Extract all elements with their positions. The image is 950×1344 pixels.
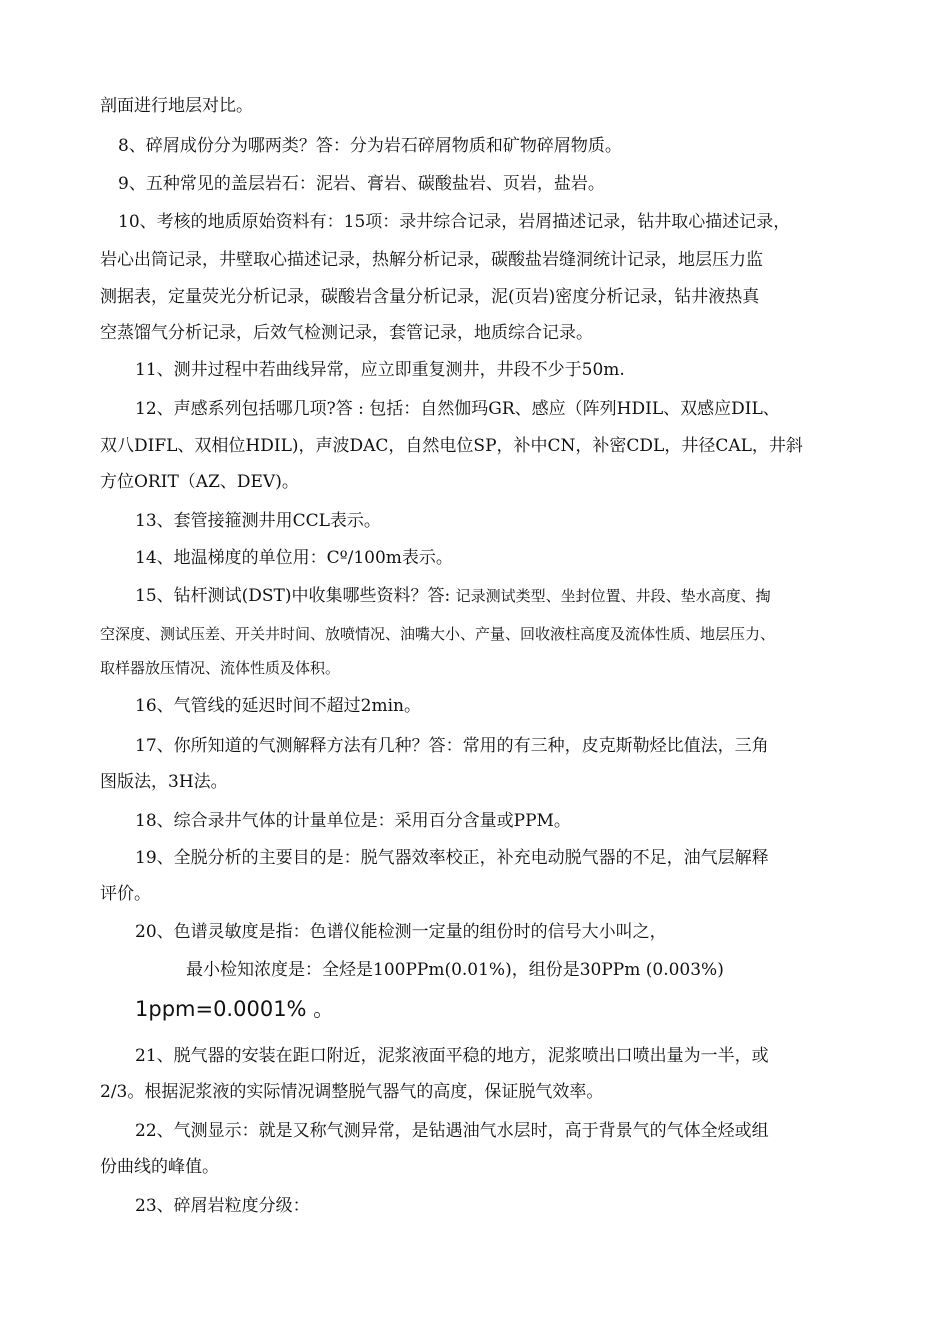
text-line: 22、气测显示：就是又称气测异常，是钻遇油气水层时，高于背景气的气体全烃或组	[135, 1121, 769, 1141]
text-line: 评价。	[100, 884, 151, 904]
text-line: 测据表，定量荧光分析记录，碳酸岩含量分析记录，泥(页岩)密度分析记录，钻井液热真	[100, 287, 760, 307]
text-line: 取样器放压情况、流体性质及体积。	[100, 659, 341, 677]
text-line: 最小检知浓度是：全烃是100PPm(0.01%)，组份是30PPm (0.003%)	[186, 960, 724, 980]
text-line: 11、测井过程中若曲线异常，应立即重复测井，井段不少于50m.	[135, 360, 625, 380]
text-line: 8、碎屑成份分为哪两类？答：分为岩石碎屑物质和矿物碎屑物质。	[118, 136, 622, 156]
text-line: 14、地温梯度的单位用：Cº/100m表示。	[135, 548, 453, 568]
text-line: 2/3。根据泥浆液的实际情况调整脱气器气的高度，保证脱气效率。	[100, 1082, 604, 1102]
text-line: 岩心出筒记录，井壁取心描述记录，热解分析记录，碳酸盐岩缝洞统计记录，地层压力监	[100, 250, 763, 270]
answer-text: 记录测试类型、坐封位置、井段、垫水高度、掏	[455, 587, 771, 605]
text-line: 空深度、测试压差、开关井时间、放喷情况、油嘴大小、产量、回收液柱高度及流体性质、地层压力、	[100, 625, 776, 643]
text-line: 图版法，3H法。	[100, 772, 228, 792]
text-line: 12、声感系列包括哪几项?答 : 包括：自然伽玛GR、感应（阵列HDIL、双感应DIL、	[135, 399, 780, 419]
formula-line: 1ppm=0.0001% 。	[135, 997, 335, 1021]
text-line	[135, 584, 887, 608]
text-line: 17、你所知道的气测解释方法有几种？答：常用的有三种，皮克斯勒烃比值法，三角	[135, 736, 769, 756]
text-line: 剖面进行地层对比。	[100, 96, 253, 116]
question-text: 15、钻杆测试(DST)中收集哪些资料？答:	[135, 586, 456, 606]
text-line: 空蒸馏气分析记录，后效气检测记录，套管记录，地质综合记录。	[100, 323, 593, 343]
text-line: 16、气管线的延迟时间不超过2min。	[135, 696, 421, 716]
text-line: 23、碎屑岩粒度分级：	[135, 1196, 310, 1216]
text-line: 19、全脱分析的主要目的是：脱气器效率校正，补充电动脱气器的不足，油气层解释	[135, 848, 769, 868]
text-line: 13、套管接箍测井用CCL表示。	[135, 511, 381, 531]
text-line: 18、综合录井气体的计量单位是：采用百分含量或PPM。	[135, 811, 571, 831]
text-line: 份曲线的峰值。	[100, 1157, 219, 1177]
text-line: 10、考核的地质原始资料有：15项：录井综合记录，岩屑描述记录，钻井取心描述记录，	[118, 212, 791, 232]
text-line: 21、脱气器的安装在距口附近，泥浆液面平稳的地方，泥浆喷出口喷出量为一半，或	[135, 1046, 769, 1066]
text-line: 9、五种常见的盖层岩石：泥岩、膏岩、碳酸盐岩、页岩，盐岩。	[118, 174, 605, 194]
text-line: 双八DIFL、双相位HDIL)，声波DAC，自然电位SP，补中CN，补密CDL，井径CAL，井斜	[100, 436, 803, 456]
text-line: 方位ORIT（AZ、DEV)。	[100, 472, 299, 492]
text-line: 20、色谱灵敏度是指：色谱仪能检测一定量的组份时的信号大小叫之，	[135, 922, 667, 942]
